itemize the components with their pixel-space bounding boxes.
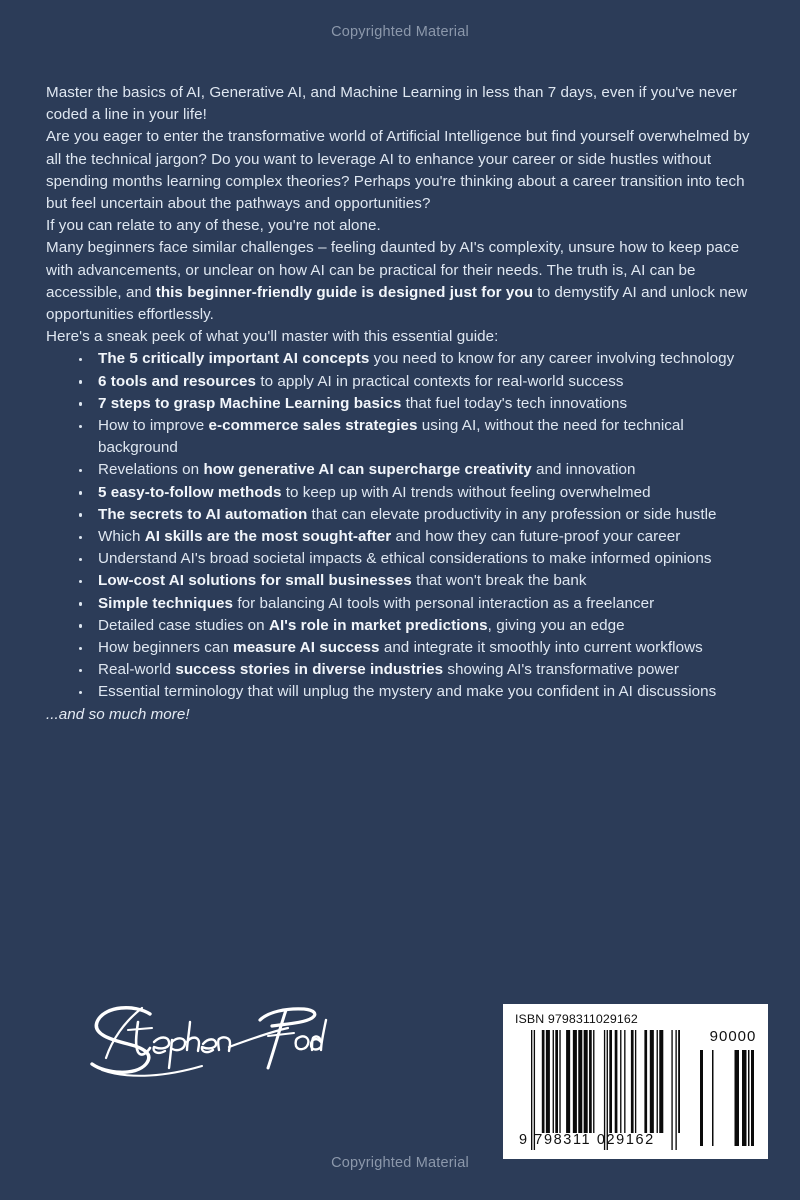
blurb-challenges	[46, 237, 750, 326]
bullet-text: Understand AI's broad societal impacts & ethical considerations to make informed opinions	[98, 550, 712, 568]
feature-bullet-item	[46, 415, 750, 459]
isbn-barcode-block	[503, 1004, 768, 1159]
bullet-highlight: 7 steps to grasp Machine Learning basics	[98, 394, 402, 412]
copyrighted-material-watermark-bottom: Copyrighted Material	[331, 1155, 469, 1171]
blurb-questions: Are you eager to enter the transformative world of Artificial Intelligence but find yourself overwhelmed by all the technical jargon? Do you want to leverage AI to enhance your career or side hustles without spending months learning complex theories? Perhaps you're thinking about a career transition into tech but feel uncertain about the pathways and opportunities?	[46, 128, 750, 213]
barcode-row	[515, 1028, 758, 1150]
bullet-text: Detailed case studies on	[98, 616, 269, 634]
bullet-text: How to improve	[98, 417, 209, 435]
bullet-text: you need to know for any career involving technology	[369, 350, 735, 368]
isbn-label: ISBN 9798311029162	[515, 1012, 638, 1026]
copyrighted-material-watermark-top: Copyrighted Material	[331, 24, 469, 40]
back-cover-blurb	[46, 82, 750, 726]
bullet-text: using AI, without the need for technical background	[98, 417, 684, 457]
bullet-highlight: Simple techniques	[98, 594, 234, 612]
bullet-text: Essential terminology that will unplug the mystery and make you confident in AI discussions	[98, 683, 717, 701]
feature-bullet-item	[46, 570, 750, 592]
bullet-text: and innovation	[531, 461, 636, 479]
blurb-sneak-peek: Here's a sneak peek of what you'll master with this essential guide:	[46, 328, 499, 346]
feature-bullet-item	[46, 482, 750, 504]
feature-bullet-item	[46, 393, 750, 415]
feature-bullet-item	[46, 459, 750, 481]
bullet-highlight: success stories in diverse industries	[175, 661, 444, 679]
bullet-highlight: The secrets to AI automation	[98, 505, 308, 523]
ean13-human-readable: 9 798311 029162	[519, 1132, 655, 1148]
bullet-highlight: AI skills are the most sought-after	[144, 528, 392, 546]
bullet-text: that can elevate productivity in any profession or side hustle	[307, 505, 717, 523]
bullet-text: , giving you an edge	[487, 616, 625, 634]
feature-bullet-list	[46, 348, 750, 703]
bullet-highlight: e-commerce sales strategies	[208, 417, 418, 435]
author-signature	[72, 992, 332, 1084]
blurb-challenges-highlight: this beginner-friendly guide is designed just for you	[155, 283, 534, 301]
bullet-highlight: measure AI success	[233, 639, 380, 657]
bullet-text: that won't break the bank	[411, 572, 587, 590]
bullet-text: Which	[98, 528, 145, 546]
bullet-text: How beginners can	[98, 639, 234, 657]
bullet-text: showing AI's transformative power	[443, 661, 680, 679]
feature-bullet-item	[46, 615, 750, 637]
bullet-highlight: AI's role in market predictions	[268, 616, 488, 634]
feature-bullet-item	[46, 526, 750, 548]
bullet-text: to keep up with AI trends without feeling overwhelmed	[281, 483, 651, 501]
blurb-hook: Master the basics of AI, Generative AI, and Machine Learning in less than 7 days, even if you've never coded a line in your life!	[46, 84, 737, 124]
feature-bullet-item	[46, 371, 750, 393]
feature-bullet-item	[46, 637, 750, 659]
closing-line: ...and so much more!	[46, 705, 190, 723]
feature-bullet-item	[46, 681, 750, 703]
barcode-addon-digits: 90000	[709, 1028, 757, 1045]
blurb-challenges-post: to demystify AI and unlock new opportunities effortlessly.	[46, 283, 748, 324]
blurb-relate: If you can relate to any of these, you're not alone.	[46, 217, 381, 235]
bullet-text: Real-world	[98, 661, 176, 679]
feature-bullet-item	[46, 593, 750, 615]
bullet-text: and integrate it smoothly into current workflows	[379, 639, 703, 657]
bullet-highlight: 5 easy-to-follow methods	[98, 483, 282, 501]
feature-bullet-item	[46, 548, 750, 570]
bullet-highlight: 6 tools and resources	[98, 372, 257, 390]
feature-bullet-item	[46, 348, 750, 370]
bullet-text: for balancing AI tools with personal interaction as a freelancer	[233, 594, 655, 612]
bullet-text: Revelations on	[98, 461, 204, 479]
blurb-challenges-pre: Many beginners face similar challenges – feeling daunted by AI's complexity, unsure how to keep pace with advancements, or unclear on how AI can be practical for their needs. The truth is, AI can be accessible, and	[46, 239, 740, 301]
feature-bullet-item	[46, 659, 750, 681]
bullet-highlight: The 5 critically important AI concepts	[98, 350, 370, 368]
bullet-text: and how they can future-proof your career	[391, 528, 681, 546]
bullet-highlight: how generative AI can supercharge creativity	[203, 461, 532, 479]
bullet-text: to apply AI in practical contexts for real-world success	[256, 372, 624, 390]
bullet-highlight: Low-cost AI solutions for small businesses	[98, 572, 412, 590]
feature-bullet-item	[46, 504, 750, 526]
ean5-addon-barcode	[697, 1050, 765, 1150]
bullet-text: that fuel today's tech innovations	[401, 394, 628, 412]
